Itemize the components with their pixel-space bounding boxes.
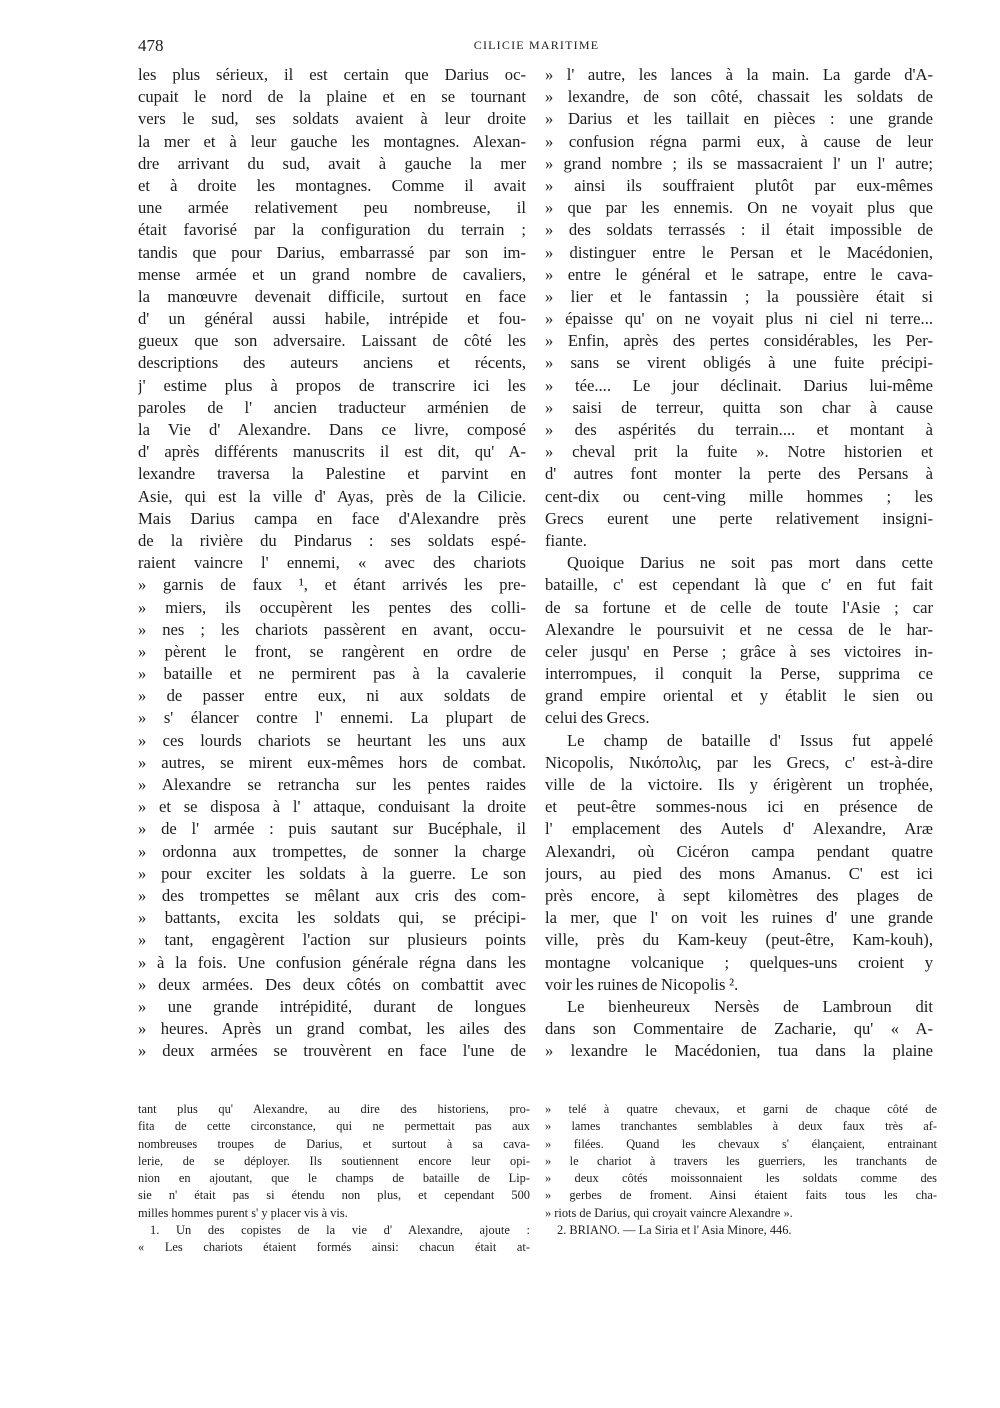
text-line: la mer et à leur gauche les montagnes. Alexan- (138, 131, 526, 151)
text-line: près encore, à sept kilomètres des plages de (545, 885, 933, 905)
text-line: d' autres font monter la perte des Persans à (545, 464, 933, 484)
text-line: mense armée et un grand nombre de cavaliers, (138, 264, 526, 284)
text-line: » miers, ils occupèrent les pentes des colli- (138, 597, 526, 617)
text-line: » sans se virent obligés à une fuite précipi- (545, 353, 933, 373)
text-line: celer jusqu' en Perse ; grâce à ses victoires in- (545, 641, 933, 661)
text-line: » grand nombre ; ils se massacraient l' un l' autre; (545, 153, 933, 173)
text-line: de la rivière du Pindarus : ses soldats espé- (138, 530, 526, 550)
footnotes-left (138, 1101, 530, 1257)
text-line: » pour exciter les soldats à la guerre. Le son (138, 863, 526, 883)
text-line: » lier et le fantassin ; la poussière était si (545, 286, 933, 306)
text-line: fiante. (545, 530, 587, 550)
text-line: Alexandre le poursuivit et ne cessa de le har- (545, 619, 933, 639)
footnote-line: fita de cette circonstance, qui ne permettait pas aux (138, 1119, 530, 1134)
text-line: lexandre traversa la Palestine et parvint en (138, 464, 526, 484)
text-line: » Darius et les taillait en pièces : une grande (545, 109, 933, 129)
text-line: » entre le général et le satrape, entre le cava- (545, 264, 933, 284)
text-line: vers le sud, ses soldats avaient à leur droite (138, 109, 526, 129)
text-line: jours, au pied des mons Amanus. C' est ici (545, 863, 933, 883)
text-line: Asie, qui est la ville d' Ayas, près de la Cilicie. (138, 486, 526, 506)
text-line: d' un général aussi habile, intrépide et fou- (138, 309, 526, 329)
text-line: la Vie d' Alexandre. Dans ce livre, composé (138, 420, 526, 439)
footnote-line: » deux côtés moissonnaient les soldats comme des (545, 1171, 937, 1186)
text-line: une armée relativement peu nombreuse, il (138, 198, 526, 218)
text-line: et peut-être sommes-nous ici en présence de (545, 797, 933, 817)
text-line: était favorisé par la configuration du terrain ; (138, 220, 526, 240)
text-line: voir les ruines de Nicopolis ². (545, 974, 739, 994)
text-line: » Enfin, après des pertes considérables, les Per- (545, 331, 933, 351)
text-line: » de l' armée : puis sautant sur Bucéphale, il (138, 819, 526, 839)
text-line: » nes ; les chariots passèrent en avant, occu- (138, 619, 526, 639)
text-line: » s' élancer contre l' ennemi. La plupart de (138, 708, 526, 728)
text-line: et à droite les montagnes. Comme il avait (138, 175, 526, 195)
text-line: Quoique Darius ne soit pas mort dans cette (567, 553, 933, 573)
text-line: la manœuvre devenait difficile, surtout en face (138, 286, 526, 306)
footnote-line: nion en ajoutant, que le champs de bataille de Lip- (138, 1171, 530, 1186)
text-line: » Alexandre se retrancha sur les pentes raides (138, 775, 526, 794)
text-line: de sa fortune et de celle de toute l'Asie ; car (545, 597, 933, 617)
page-number: 478 (138, 36, 164, 55)
footnote-line: milles hommes purent s' y placer vis à vis. (138, 1205, 348, 1220)
text-line: l' emplacement des Autels d' Alexandre, Aræ (545, 819, 933, 839)
text-line: » tant, engagèrent l'action sur plusieurs points (138, 930, 526, 950)
footnote-line: » le chariot à travers les guerriers, les tranchants de (545, 1153, 937, 1168)
text-line: » ces lourds chariots se heurtant les uns aux (138, 730, 526, 750)
text-line: ville, près du Kam-keuy (peut-être, Kam-kouh), (545, 930, 933, 950)
text-line: » lexandre, de son côté, chassait les soldats de (545, 87, 933, 107)
text-line: » épaisse qu' on ne voyait plus ni ciel ni terre... (545, 309, 933, 329)
text-line: » tée.... Le jour déclinait. Darius lui-même (545, 375, 933, 395)
footnote-line: 2. BRIANO. — La Siria et l' Asia Minore, 446. (557, 1223, 792, 1238)
text-line: » pèrent le front, se rangèrent en ordre de (138, 641, 526, 661)
text-line: » confusion régna parmi eux, à cause de leur (545, 131, 933, 151)
text-line: » deux armées. Des deux côtés on combattit avec (138, 974, 526, 994)
text-line: gueux que son adversaire. Laissant de côté les (138, 331, 526, 351)
text-line: » heures. Après un grand combat, les ailes des (138, 1019, 526, 1039)
footnote-line: » gerbes de froment. Ainsi étaient faits tous les cha- (545, 1188, 937, 1203)
footnote-line: sie n' était pas si étendu non plus, et cependant 500 (138, 1188, 530, 1203)
text-line: » saisi de terreur, quitta son char à cause (545, 397, 933, 417)
text-line: Mais Darius campa en face d'Alexandre près (138, 508, 526, 528)
text-line: » battants, excita les soldats qui, se précipi- (138, 908, 526, 928)
text-line: dre arrivant du sud, avait à gauche la mer (138, 153, 526, 173)
text-line: grand empire oriental et y établit le sien ou (545, 686, 933, 706)
text-line: » et se disposa à l' attaque, conduisant la droite (138, 797, 526, 817)
text-line: j' estime plus à propos de transcrire ici les (138, 375, 526, 395)
text-line: dans son Commentaire de Zacharie, qu' « A- (545, 1019, 933, 1039)
text-line: paroles de l' ancien traducteur arménien de (138, 397, 526, 417)
text-line: » ainsi ils souffraient plutôt par eux-mêmes (545, 175, 933, 195)
text-line: » ordonna aux trompettes, de sonner la charge (138, 841, 526, 861)
footnote-line: » filées. Quand les chevaux s' élançaient, entrainant (545, 1136, 937, 1151)
text-line: » lexandre le Macédonien, tua dans la plaine (545, 1041, 933, 1061)
text-line: Nicopolis, Νικόπολις, par les Grecs, c' est-à-dire (545, 752, 933, 772)
text-line: Alexandri, où Cicéron campa pendant quatre (545, 841, 933, 861)
text-line: raient vaincre l' ennemi, « avec des chariots (138, 553, 526, 573)
text-line: » de passer entre eux, ni aux soldats de (138, 686, 526, 706)
text-line: les plus sérieux, il est certain que Darius oc- (138, 65, 526, 84)
text-line: cent-dix ou cent-ving mille hommes ; les (545, 486, 933, 506)
footnote-line: » riots de Darius, qui croyait vaincre Alexandre ». (545, 1205, 793, 1220)
text-line: descriptions des auteurs anciens et récents, (138, 353, 526, 373)
text-line: » des aspérités du terrain.... et montant à (545, 420, 933, 439)
text-line: » à la fois. Une confusion générale régna dans les (138, 952, 526, 972)
text-line: » des soldats terrassés : il était impossible de (545, 220, 933, 240)
text-line: » une grande intrépidité, durant de longues (138, 996, 526, 1016)
text-line: Grecs eurent une perte relativement insigni- (545, 508, 933, 528)
text-line: » que par les ennemis. On ne voyait plus que (545, 198, 933, 218)
text-line: Le champ de bataille d' Issus fut appelé (567, 730, 933, 750)
text-line: ville de la victoire. Ils y érigèrent un trophée, (545, 775, 933, 794)
footnote-line: lerie, de se déployer. Ils soutiennent encore leur opi- (138, 1153, 530, 1168)
text-line: » l' autre, les lances à la main. La garde d'A- (545, 65, 933, 84)
footnote-line: 1. Un des copistes de la vie d' Alexandre, ajoute : (150, 1223, 530, 1238)
text-line: d' après différents manuscrits il est dit, qu' A- (138, 442, 526, 462)
text-line: » cheval prit la fuite ». Notre historien et (545, 442, 933, 462)
text-line: » deux armées se trouvèrent en face l'une de (138, 1041, 526, 1061)
footnotes-right (545, 1101, 937, 1239)
text-line: » bataille et ne permirent pas à la cavalerie (138, 664, 526, 684)
text-line: tandis que pour Darius, embarrassé par son im- (138, 242, 526, 262)
left-column (138, 64, 526, 1062)
text-line: bataille, c' est cependant là que c' en fut fait (545, 575, 933, 595)
text-line: la mer, que l' on voit les ruines d' une grande (545, 908, 933, 928)
footnote-line: nombreuses troupes de Darius, et surtout à sa cava- (138, 1136, 530, 1151)
text-line: celui des Grecs. (545, 708, 650, 728)
footnote-line: « Les chariots étaient formés ainsi: chacun était at- (138, 1240, 530, 1255)
running-title: CILICIE MARITIME (473, 38, 600, 52)
text-line: montagne volcanique ; quelques-uns croient y (545, 952, 933, 972)
footnote-line: » lames tranchantes semblables à deux faux très af- (545, 1119, 937, 1134)
footnote-line: tant plus qu' Alexandre, au dire des historiens, pro- (138, 1102, 530, 1116)
right-column (545, 64, 933, 1062)
text-line: Le bienheureux Nersès de Lambroun dit (567, 996, 933, 1016)
text-line: » distinguer entre le Persan et le Macédonien, (545, 242, 933, 262)
text-line: » autres, se mirent eux-mêmes hors de combat. (138, 752, 526, 772)
text-line: cupait le nord de la plaine et en se tournant (138, 87, 526, 107)
text-line: » garnis de faux ¹, et étant arrivés les pre- (138, 575, 526, 595)
text-line: » des trompettes se mêlant aux cris des com- (138, 885, 526, 905)
footnote-line: » telé à quatre chevaux, et garni de chaque côté de (545, 1102, 937, 1116)
text-line: interrompues, il conquit la Perse, supprima ce (545, 664, 933, 684)
